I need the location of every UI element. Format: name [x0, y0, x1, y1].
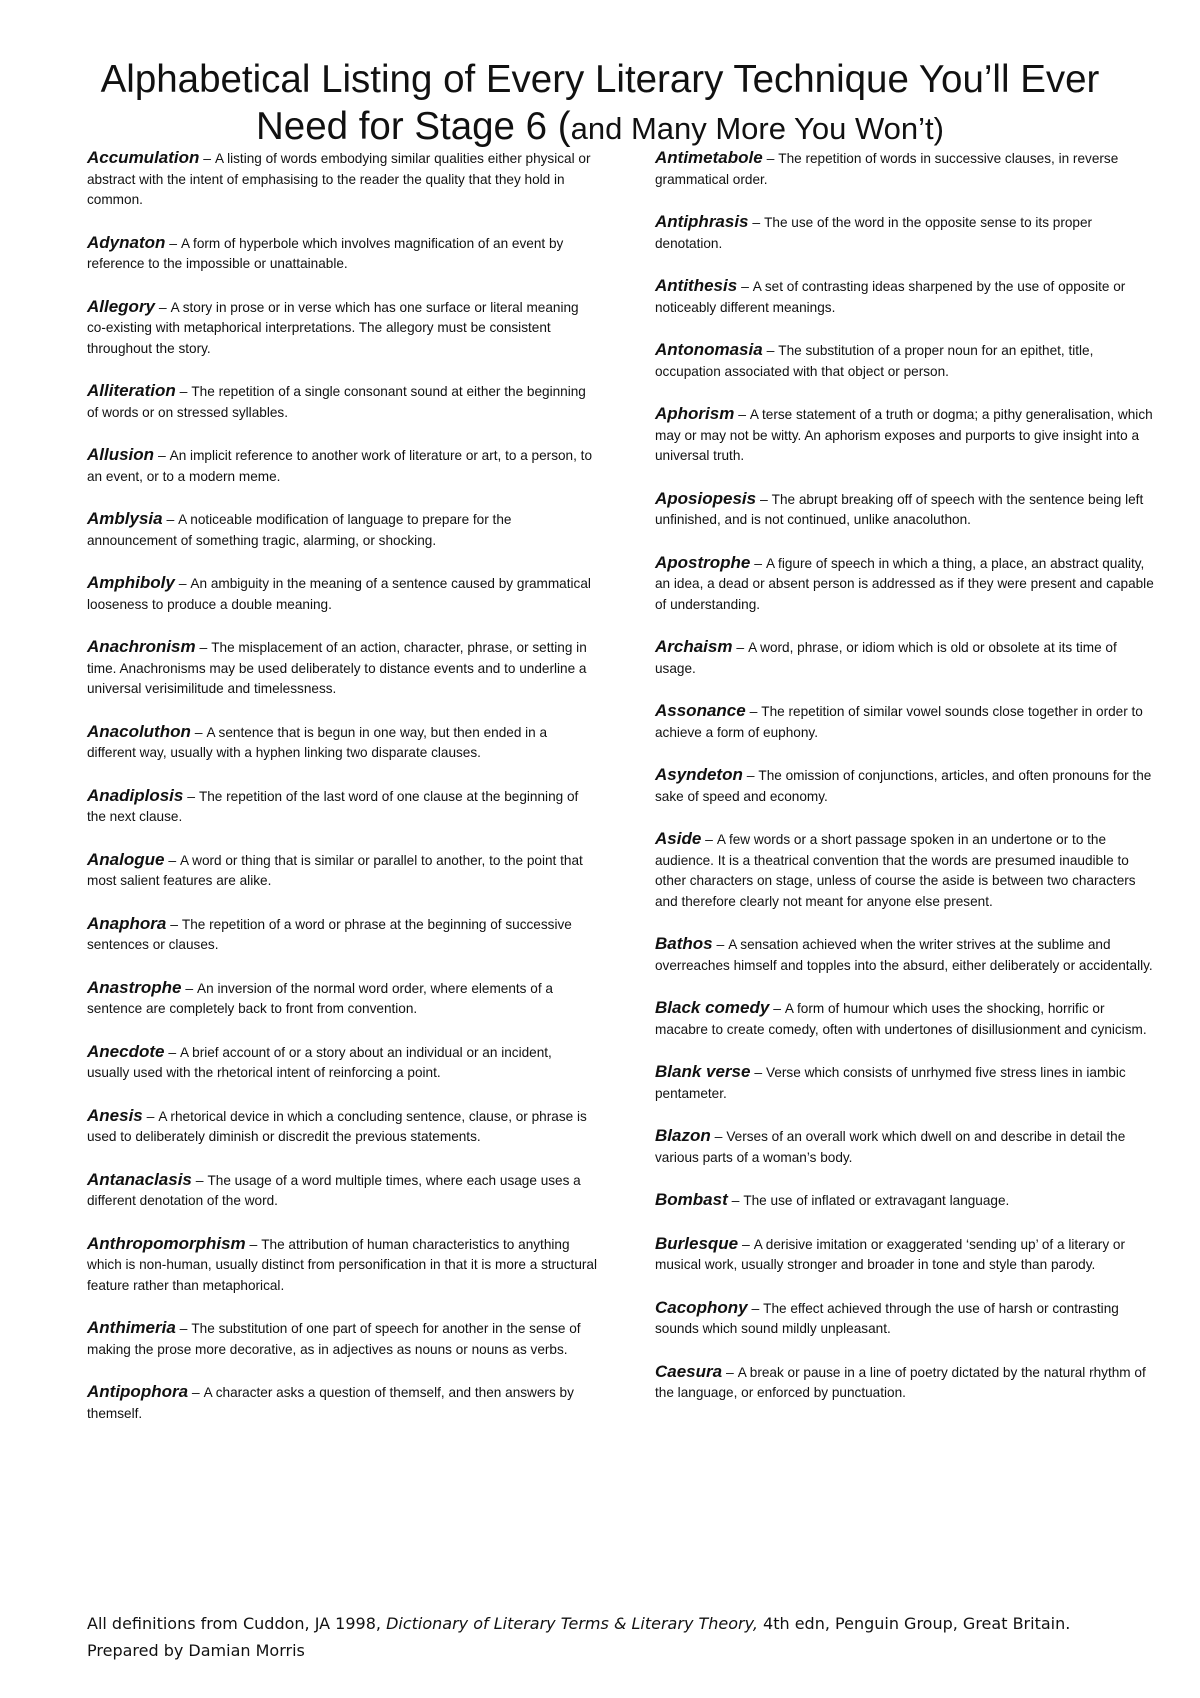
glossary-entry [655, 148, 1160, 190]
glossary-term: Allusion [87, 445, 155, 464]
glossary-term: Antanaclasis [87, 1169, 192, 1189]
glossary-entry [655, 1362, 1160, 1404]
glossary-term: Amblysia [87, 509, 163, 528]
glossary-term: Assonance [655, 701, 746, 720]
term-separator: – [166, 915, 182, 932]
glossary-definition: The repetition of a word or phrase at the beginning of successive sentences or clauses. [87, 916, 572, 952]
glossary-definition: The misplacement of an action, character, phrase, or setting in time. Anachronisms may be used deliberately to distance events and to underline a universal verisimilitude and timelessness. [87, 640, 587, 696]
term-separator: – [727, 1192, 744, 1208]
glossary-definition: A derisive imitation or exaggerated ‘sending up’ of a literary or musical work, usually stronger and broader in tone and style than parody. [655, 1236, 1125, 1272]
term-separator: – [750, 554, 766, 571]
glossary-entry [87, 1234, 597, 1297]
glossary-term: Antithesis [655, 276, 738, 295]
term-separator: – [734, 406, 750, 422]
term-separator: – [165, 234, 181, 251]
glossary-term: Anadiplosis [87, 785, 184, 805]
glossary-entry [655, 1062, 1160, 1104]
page-title [60, 56, 1140, 152]
term-separator: – [162, 511, 179, 527]
glossary-entry [87, 381, 597, 423]
term-separator: – [181, 979, 198, 996]
glossary-definition: A form of hyperbole which involves magnification of an event by reference to the impossible or unattainable. [87, 235, 564, 271]
glossary-entry [87, 1318, 597, 1360]
glossary-entry [655, 998, 1160, 1040]
glossary-term: Adynaton [87, 232, 166, 252]
glossary-definition: A listing of words embodying similar qualities either physical or abstract with the intent of emphasising to the reader the quality that they hold in common. [87, 151, 591, 207]
glossary-term: Anesis [87, 1105, 143, 1125]
glossary-entry [87, 297, 597, 360]
glossary-term: Bathos [655, 934, 713, 953]
citation-prefix: All definitions from Cuddon, JA 1998, [87, 1614, 387, 1633]
glossary-term: Antipophora [87, 1382, 189, 1401]
term-separator: – [738, 1235, 754, 1252]
glossary-entry [87, 637, 597, 700]
term-separator: – [756, 490, 772, 507]
term-separator: – [732, 639, 749, 655]
glossary-term: Burlesque [655, 1233, 739, 1253]
glossary-entry [655, 1298, 1160, 1340]
glossary-definition: A form of humour which uses the shocking, horrific or macabre to create comedy, often with undertones of disillusionment and cynicism. [655, 1001, 1147, 1037]
glossary-entry [87, 722, 597, 764]
glossary-definition: A noticeable modification of language to prepare for the announcement of something tragic, alarming, or shocking. [87, 512, 512, 548]
glossary-definition: The usage of a word multiple times, where each usage uses a different denotation of the word. [87, 1172, 581, 1208]
term-separator: – [712, 936, 729, 952]
glossary-definition: An implicit reference to another work of literature or art, to a person, to an event, or to a modern meme. [87, 448, 593, 484]
glossary-definition: A word, phrase, or idiom which is old or obsolete at its time of usage. [655, 640, 1117, 676]
glossary-term: Blank verse [655, 1062, 751, 1081]
glossary-definition: The repetition of the last word of one clause at the beginning of the next clause. [87, 788, 579, 824]
term-separator: – [142, 1107, 159, 1124]
glossary-entry [655, 553, 1160, 616]
glossary-entry [87, 1170, 597, 1212]
title-line-2-parenthetical: and Many More You Won’t) [570, 111, 944, 146]
glossary-term: Amphiboly [87, 573, 175, 592]
glossary-definition: An ambiguity in the meaning of a sentence caused by grammatical looseness to produce a double meaning. [87, 576, 591, 612]
glossary-entry [87, 1042, 597, 1084]
citation-footer [87, 1610, 1137, 1664]
glossary-definition: The omission of conjunctions, articles, and often pronouns for the sake of speed and economy. [655, 768, 1152, 804]
term-separator: – [750, 1064, 767, 1080]
glossary-entry [87, 850, 597, 892]
term-separator: – [183, 787, 199, 804]
glossary-entry [87, 1106, 597, 1148]
term-separator: – [191, 1171, 208, 1188]
glossary-term: Anacoluthon [87, 721, 191, 741]
glossary-definition: The repetition of a single consonant sound at either the beginning of words or on stressed syllables. [87, 384, 586, 420]
glossary-term: Cacophony [655, 1297, 748, 1317]
glossary-entry [87, 978, 597, 1020]
glossary-definition: The repetition of words in successive clauses, in reverse grammatical order. [655, 151, 1119, 187]
glossary-entry [655, 276, 1160, 318]
glossary-definition: A set of contrasting ideas sharpened by the use of opposite or noticeably different meanings. [655, 279, 1126, 315]
glossary-entry [655, 340, 1160, 382]
glossary-term: Bombast [655, 1190, 728, 1209]
glossary-entry [87, 1382, 597, 1424]
glossary-definition: A terse statement of a truth or dogma; a pithy generalisation, which may or may not be witty. An aphorism exposes and purports to give insight into a universal truth. [655, 407, 1153, 463]
glossary-term: Blazon [655, 1126, 711, 1145]
title-line-1: Alphabetical Listing of Every Literary Technique You’ll Ever [100, 58, 1100, 101]
glossary-definition: A word or thing that is similar or parallel to another, to the point that most salient features are alike. [87, 852, 583, 888]
glossary-definition: The effect achieved through the use of harsh or contrasting sounds which sound mildly unpleasant. [655, 1300, 1119, 1336]
glossary-term: Anecdote [87, 1041, 165, 1061]
title-line-2: Need for Stage 6 ( [256, 105, 571, 148]
glossary-term: Anthimeria [87, 1318, 176, 1337]
right-column [655, 148, 1160, 1426]
glossary-definition: A sentence that is begun in one way, but then ended in a different way, usually with a hyphen linking two disparate clauses. [87, 724, 548, 760]
glossary-entry [87, 445, 597, 487]
term-separator: – [174, 575, 191, 591]
glossary-definition: A story in prose or in verse which has one surface or literal meaning co-existing with metaphorical interpretations. The allegory must be consistent throughout the story. [87, 299, 579, 356]
glossary-term: Analogue [87, 849, 165, 869]
glossary-entry [655, 701, 1160, 743]
glossary-entry [655, 765, 1160, 807]
glossary-term: Antimetabole [655, 148, 763, 167]
term-separator: – [155, 298, 171, 315]
glossary-definition: Verse which consists of unrhymed five stress lines in iambic pentameter. [655, 1065, 1126, 1101]
glossary-term: Anthropomorphism [87, 1233, 246, 1253]
term-separator: – [175, 383, 192, 399]
term-separator: – [154, 447, 170, 463]
glossary-term: Anaphora [87, 913, 167, 933]
glossary-term: Apostrophe [655, 552, 751, 572]
glossary-definition: A few words or a short passage spoken in an undertone or to the audience. It is a theatrical convention that the words are presumed inaudible to other characters on stage, unless of course the aside is between two characters and therefore clearly not meant for anyone else present. [655, 832, 1136, 909]
glossary-term: Asyndeton [655, 765, 743, 784]
term-separator: – [742, 767, 759, 783]
glossary-definition: The use of inflated or extravagant language. [743, 1193, 1010, 1208]
glossary-definition: An inversion of the normal word order, where elements of a sentence are completely back to front from convention. [87, 980, 553, 1016]
term-separator: – [747, 1299, 764, 1316]
term-separator: – [164, 851, 181, 868]
glossary-definition: A rhetorical device in which a concluding sentence, clause, or phrase is used to deliberately diminish or discredit the previous statements. [87, 1108, 587, 1144]
glossary-entry [655, 489, 1160, 531]
term-separator: – [722, 1363, 738, 1380]
glossary-term: Black comedy [655, 998, 770, 1017]
glossary-entry [655, 1190, 1160, 1212]
glossary-definition: The use of the word in the opposite sense to its proper denotation. [655, 215, 1093, 251]
glossary-entry [655, 212, 1160, 254]
term-separator: – [195, 639, 212, 655]
term-separator: – [199, 150, 215, 166]
term-separator: – [745, 703, 762, 719]
glossary-definition: The substitution of a proper noun for an epithet, title, occupation associated with that object or person. [655, 343, 1094, 379]
term-separator: – [190, 723, 207, 740]
glossary-entry [655, 637, 1160, 679]
glossary-definition: A character asks a question of themself, and then answers by themself. [87, 1385, 574, 1421]
glossary-term: Accumulation [87, 148, 200, 167]
term-separator: – [164, 1043, 181, 1060]
glossary-term: Allegory [87, 296, 156, 316]
glossary-term: Anachronism [87, 637, 196, 656]
glossary-entry [87, 509, 597, 551]
glossary-definition: A break or pause in a line of poetry dictated by the natural rhythm of the language, or enforced by punctuation. [655, 1364, 1146, 1400]
glossary-definition: The repetition of similar vowel sounds close together in order to achieve a form of euphony. [655, 704, 1143, 740]
glossary-definition: The abrupt breaking off of speech with the sentence being left unfinished, and is not continued, unlike anacoluthon. [655, 491, 1144, 527]
term-separator: – [762, 150, 779, 166]
term-separator: – [245, 1235, 262, 1252]
term-separator: – [737, 278, 753, 294]
glossary-term: Aphorism [655, 404, 735, 423]
glossary-term: Antiphrasis [655, 212, 749, 231]
glossary-term: Anastrophe [87, 977, 182, 997]
glossary-entry [87, 786, 597, 828]
glossary-definition: Verses of an overall work which dwell on and describe in detail the various parts of a woman’s body. [655, 1129, 1126, 1165]
term-separator: – [769, 1000, 785, 1016]
term-separator: – [762, 342, 779, 358]
glossary-term: Caesura [655, 1361, 723, 1381]
glossary-definition: A brief account of or a story about an individual or an incident, usually used with the rhetorical intent of reinforcing a point. [87, 1044, 552, 1080]
glossary-entry [655, 934, 1160, 976]
glossary-entry [655, 1234, 1160, 1276]
glossary-term: Aposiopesis [655, 488, 757, 508]
glossary-term: Aside [655, 829, 702, 848]
glossary-entry [87, 573, 597, 615]
glossary-entry [87, 914, 597, 956]
glossary-entry [87, 148, 597, 211]
left-column [87, 148, 597, 1446]
glossary-definition: The attribution of human characteristics to anything which is non-human, usually distinct from personification in that it is more a structural feature rather than metaphorical. [87, 1236, 597, 1293]
glossary-entry [87, 233, 597, 275]
citation-suffix: 4th edn, Penguin Group, Great Britain. Prepared by Damian Morris [87, 1614, 1071, 1660]
glossary-definition: A figure of speech in which a thing, a place, an abstract quality, an idea, a dead or absent person is addressed as if they were present and capable of understanding. [655, 555, 1154, 612]
term-separator: – [748, 214, 765, 230]
glossary-entry [655, 1126, 1160, 1168]
citation-book-title: Dictionary of Literary Terms & Literary Theory, [386, 1614, 758, 1633]
glossary-term: Alliteration [87, 381, 176, 400]
term-separator: – [701, 831, 717, 847]
glossary-entry [655, 829, 1160, 912]
glossary-term: Antonomasia [655, 340, 763, 359]
term-separator: – [188, 1384, 204, 1400]
term-separator: – [175, 1320, 192, 1336]
glossary-term: Archaism [655, 637, 733, 656]
glossary-definition: The substitution of one part of speech for another in the sense of making the prose more decorative, as in adjectives as nouns or nouns as verbs. [87, 1321, 581, 1357]
term-separator: – [710, 1128, 727, 1144]
glossary-entry [655, 404, 1160, 467]
glossary-definition: A sensation achieved when the writer strives at the sublime and overreaches himself and topples into the absurd, either deliberately or accidentally. [655, 937, 1153, 973]
